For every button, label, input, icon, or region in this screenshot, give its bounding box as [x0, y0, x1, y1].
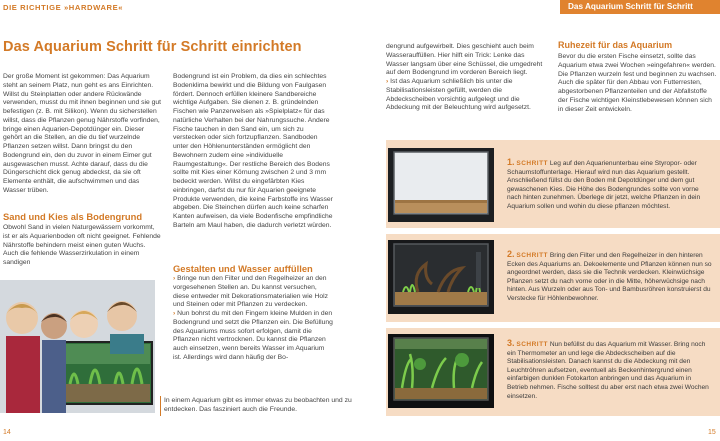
column-3	[386, 43, 546, 113]
step-2-body: Bring den Filter und den Regelheizer in den hinteren Ecken des Aquariums an. Dekoelemente und Pflanzen können nun so angeordnet werden, dass sie die Technik verdecken. Kleinwüchsige Pflanzen setzt du nach vorne oder in die Mitte, höherwüchsige nach hinten. Aus Wurzeln oder aus Ton- und Bambusröhren konstruierst du Verstecke für Höhlenbewohner.	[507, 252, 712, 302]
col3-paragraph-2: Ist das Aquarium schließlich bis unter die Stabilisationsleisten gefüllt, werden die Abdeckscheiben vorsichtig aufgelegt und die Abdeckung mit der Beleuchtung wird aufgesetzt.	[386, 78, 531, 112]
col4-paragraph-1: Bevor du die ersten Fische einsetzt, sollte das Aquarium etwa zwei Wochen »eingefahren« werden. Die Pflanzen wurzeln fest und beginnen zu wachsen. Auch die später für den Abbau von Futterresten, abgestorbenen Pflanzenteilen und der Abfallstoffe der Fische wichtigen Kleinstlebewesen können sich in dieser Zeit entwickeln.	[558, 53, 717, 113]
column-1	[3, 73, 161, 196]
step-3-label: SCHRITT	[516, 341, 549, 348]
page-title: Das Aquarium Schritt für Schritt einrichten	[3, 39, 302, 55]
photo-caption: In einem Aquarium gibt es immer etwas zu beobachten und zu entdecken. Das fasziniert auch die Freunde.	[164, 397, 352, 413]
col3-paragraph-1: dengrund aufgewirbelt. Dies geschieht auch beim Wasserauffüllen. Hier hilft ein Trick: Lenke das Wasser langsam über eine Schüssel, die umgedreht auf dem Bodengrund im vorderen Bereich liegt.	[386, 43, 543, 77]
aquarium-step3-illustration	[388, 334, 494, 408]
col2-paragraph-2: Bringe nun den Filter und den Regelheizer an den vorgesehenen Stellen an. Du kannst versuchen, diese entweder mit Dekorationsmaterialien wie Holz und Steinen oder mit Pflanzen zu verdecken.	[173, 275, 328, 309]
col2-paragraph-3: Nun bohrst du mit den Fingern kleine Mulden in den Bodengrund und setzt die Pflanzen ein. Die Befüllung des Aquariums muss sofort erfolgen, damit die Pflanzen nicht vertrocknen. Du kannst die Pflanzen auch einsetzen, wenn bereits Wasser im Aquarium ist. Allerdings wird dann häufig der Bo-	[173, 310, 333, 361]
arrow-icon: ›	[173, 310, 176, 317]
step-1-number: 1.	[507, 157, 515, 167]
page-number-left: 14	[3, 429, 11, 436]
step-1-body: Leg auf den Aquarienunterbau eine Styropor- oder Schaumstoffunterlage. Hierauf wird nun das Aquarium gestellt. Anschließend füllst du den Boden mit Depotdünger und dem gut gewaschenen Kies. Die Höhe des Bodengrundes sollte von vorne nach hinten zunehmen. Überlege dir jetzt, welche Pflanzen in dein Aquarium sollen und wohin du diese pflanzen möchtest.	[507, 160, 701, 210]
aquarium-step1-illustration	[388, 148, 494, 222]
kids-aquarium-photo	[0, 280, 155, 413]
arrow-icon: ›	[173, 275, 176, 282]
col1-paragraph-1: Der große Moment ist gekommen: Das Aquarium steht an seinem Platz, nun geht es ans Einrichten. Willst du Steinplatten oder andere Rückwände verwenden, musst du mit ihnen beginnen und sie gut befestigen (z. B. mit Silikon). Wenn du sicherstellen willst, dass die Pflanzen genug Nährstoffe vorfinden, bringe einen Aquarien-Depotdünger ein. Dieser gehört an die Stellen, an die du tief wurzelnde Pflanzen setzen willst. Dann bringst du den Bodengrund ein, den du zuvor in einem Eimer gut ausgewaschen musst. Achte darauf, dass du die Düngerschicht dick genug abdeckst, da sie oft Elemente enthält, die aufschwimmen und das Wasser trüben.	[3, 73, 161, 194]
page-number-right: 15	[708, 429, 716, 436]
kids-aquarium-illustration	[0, 280, 155, 413]
aquarium-step1-photo	[388, 148, 494, 222]
step-3-body: Nun befüllst du das Aquarium mit Wasser. Bring noch ein Thermometer an und lege die Abdeckscheiben auf die Stabilisationsleisten. Danach kannst du die Abdeckung mit den Leuchtröhren aufsetzen, eventuell als Beckenhintergrund einen einfarbigen dunklen Fotokarton anbringen und das Aquarium in Betrieb nehmen. Fische solltest du aber erst nach etwa zwei Wochen einsetzen.	[507, 341, 709, 400]
col2-paragraph-1: Bodengrund ist ein Problem, da dies ein schlechtes Bodenklima bewirkt und die Bildung von Faulgasen fördert. Dennoch erfüllen kleinere Sandbereiche wichtige Aufgaben. Sie dienen z. B. gründelnden Fischen wie Panzerwelsen als »Spielplatz« für das natürliche Verhalten bei der Nahrungssuche. Andere Fische tauchen in den Sand ein, um sich zu verstecken oder sich fortzupflanzen. Sandboden unter den Höhlenunterständen ermöglicht den Bewohnern zudem eine »individuelle Raumgestaltung«. Der restliche Bereich des Bodens sollte mit Kies einer Körnung zwischen 2 und 3 mm bedeckt werden. Willst du eingefärbten Kies einbringen, darfst du nur für Aquarien geeignete Produkte verwenden, die keine Farbstoffe ins Wasser abgeben. Die Steinchen dürfen auch keine scharfen Kanten aufweisen, da viele Bodenfische empfindliche Barteln am Maul haben, die dadurch verletzt würden.	[173, 73, 333, 229]
step-2-text	[507, 250, 713, 304]
subheading-ruhezeit: Ruhezeit für das Aquarium	[558, 40, 673, 50]
col2-block-2	[173, 275, 333, 363]
aquarium-step3-photo	[388, 334, 494, 408]
running-header-right: Das Aquarium Schritt für Schritt einrichten	[560, 0, 720, 14]
arrow-icon: ›	[386, 78, 389, 85]
step-3-text	[507, 339, 713, 401]
aquarium-step2-illustration	[388, 240, 494, 314]
caption-rule	[160, 396, 161, 416]
step-2-label: SCHRITT	[516, 252, 549, 259]
step-1-label: SCHRITT	[516, 160, 549, 167]
subheading-gestalten: Gestalten und Wasser auffüllen	[173, 263, 313, 274]
running-header-left: DIE RICHTIGE »HARDWARE«	[3, 3, 124, 12]
step-3-number: 3.	[507, 338, 515, 348]
subheading-sand: Sand und Kies als Bodengrund	[3, 211, 143, 222]
col1-paragraph-2: Obwohl Sand in vielen Naturgewässern vorkommt, ist er als Aquarienboden oft nicht geeignet. Fehlende Nährstoffe behindern meist einen guten Wuchs. Auch die fehlende Wasserzirkulation in einem sandigen	[3, 224, 161, 266]
aquarium-step2-photo	[388, 240, 494, 314]
step-2-number: 2.	[507, 249, 515, 259]
step-1-text	[507, 158, 713, 212]
